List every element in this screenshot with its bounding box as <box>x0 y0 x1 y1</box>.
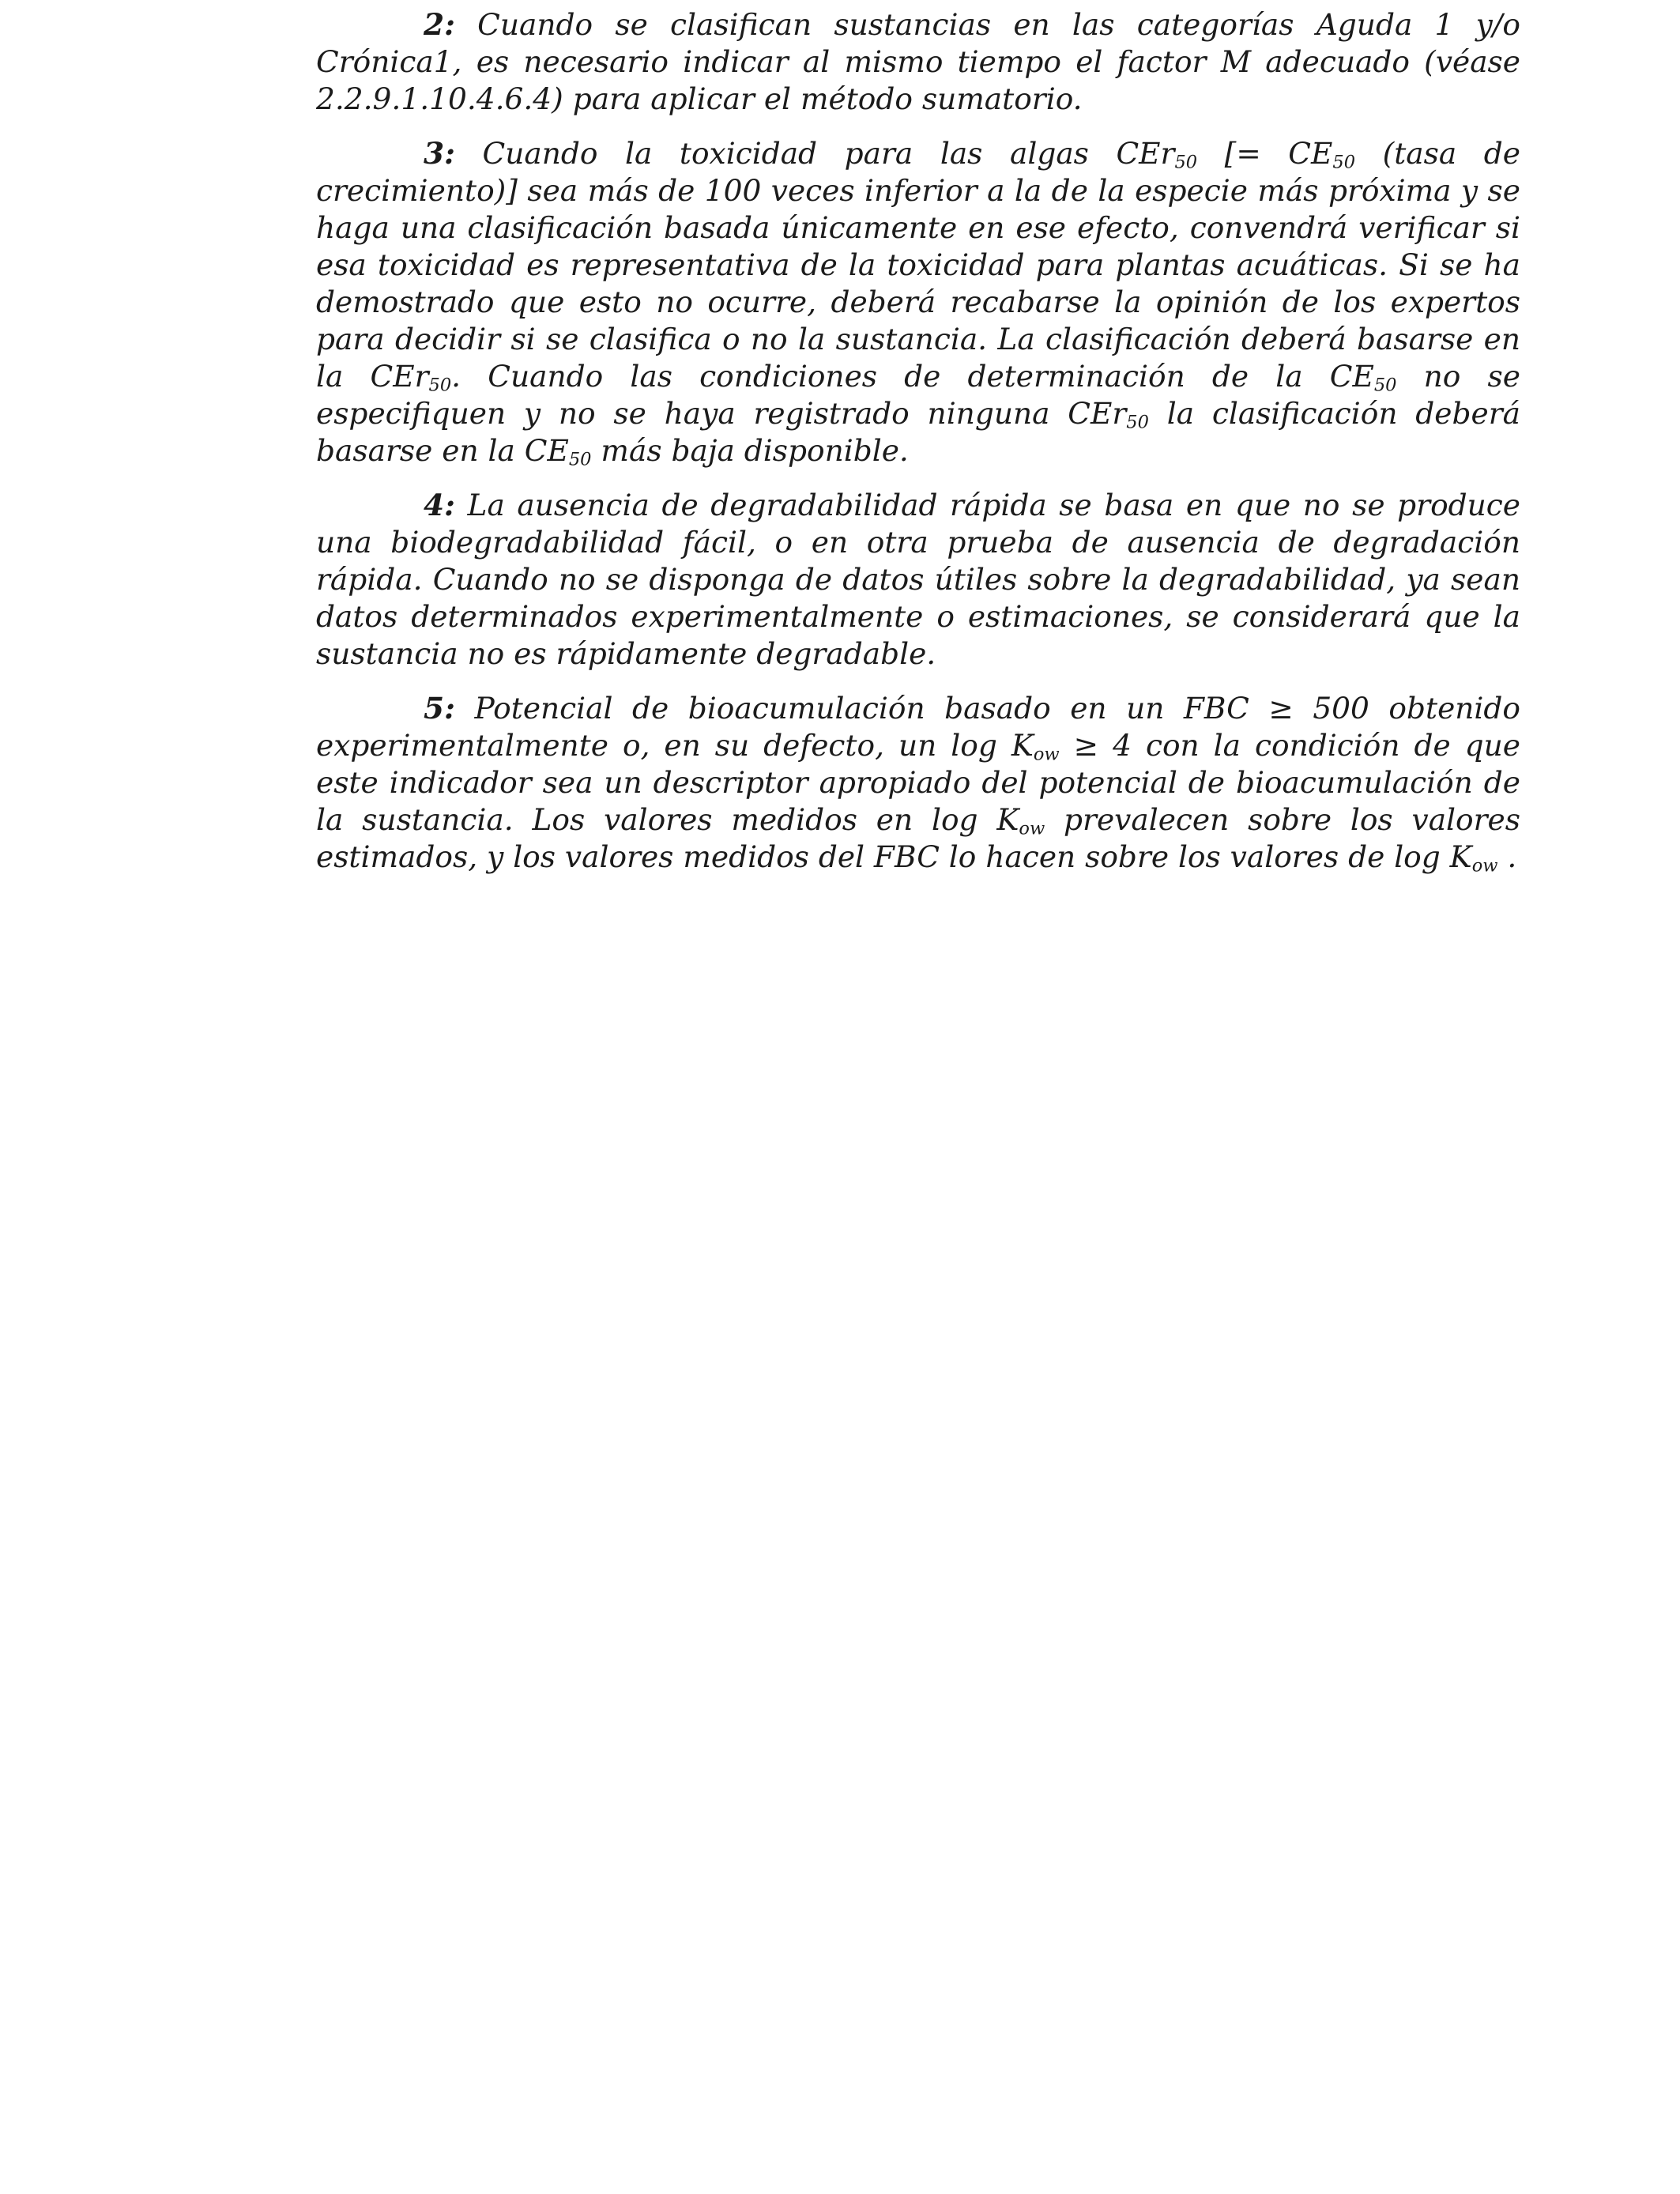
note-text: La ausencia de degradabilidad rápida se basa en que no se produce una biodegradabilidad fácil, o en otra prueba de ausencia de degradación rápida. Cuando no se disponga de datos útiles sobre la degradabilidad, ya sean datos determinados experimentalmente o estimaciones, se considerará que la sustancia no es rápidamente degradable. <box>316 488 1521 671</box>
note-number: 5: <box>424 691 455 726</box>
note-number: 4: <box>424 488 455 522</box>
note-text: Cuando la toxicidad para las algas CEr <box>482 136 1175 171</box>
note-text: Potencial de bioacumulación basado en un FBC ≥ 500 obtenido experimentalmente o, en su defecto, un log K <box>316 691 1520 763</box>
subscript: ow <box>1033 744 1060 765</box>
note-paragraph <box>316 135 1520 469</box>
note-text: Cuando se clasifican sustancias en las categorías Aguda 1 y/o Crónica1, es necesario indicar al mismo tiempo el factor M adecuado (véase 2.2.9.1.10.4.6.4) para aplicar el método sumatorio. <box>316 7 1521 116</box>
note-text: prevalecen sobre los valores estimados, y los valores medidos del FBC lo hacen sobre los valores de log K <box>316 802 1520 874</box>
subscript: 50 <box>1126 412 1149 433</box>
note-text: . <box>1497 839 1517 874</box>
note-text: la clasificación deberá basarse en la CE <box>316 396 1520 468</box>
subscript: 50 <box>1174 152 1198 173</box>
note-paragraph <box>316 6 1520 118</box>
subscript: 50 <box>1373 375 1397 396</box>
note-paragraph <box>316 487 1520 673</box>
note-text: . Cuando las condiciones de determinación de la CE <box>451 359 1374 394</box>
subscript: 50 <box>568 449 592 470</box>
subscript: ow <box>1471 855 1498 876</box>
note-text: (tasa de crecimiento)] sea más de 100 veces inferior a la de la especie más próxima y se haga una clasificación basada únicamente en ese efecto, convendrá verificar si esa toxicidad es representativa de la toxicidad para plantas acuáticas. Si se ha demostrado que esto no ocurre, deberá recabarse la opinión de los expertos para decidir si se clasifica o no la sustancia. La clasificación deberá basarse en la CEr <box>316 136 1520 394</box>
subscript: 50 <box>428 375 452 396</box>
note-text: [= CE <box>1197 136 1333 171</box>
subscript: 50 <box>1332 152 1356 173</box>
document-page <box>316 6 1520 893</box>
note-number: 2: <box>424 7 455 42</box>
note-paragraph <box>316 690 1520 876</box>
note-number: 3: <box>424 136 455 171</box>
subscript: ow <box>1019 818 1045 839</box>
notes-list <box>316 6 1520 876</box>
note-text: ≥ 4 con la condición de que este indicador sea un descriptor apropiado del potencial de bioacumulación de la sustancia. Los valores medidos en log K <box>316 728 1520 837</box>
note-text: no se especifiquen y no se haya registrado ninguna CEr <box>316 359 1520 431</box>
note-text: más baja disponible. <box>591 433 909 468</box>
